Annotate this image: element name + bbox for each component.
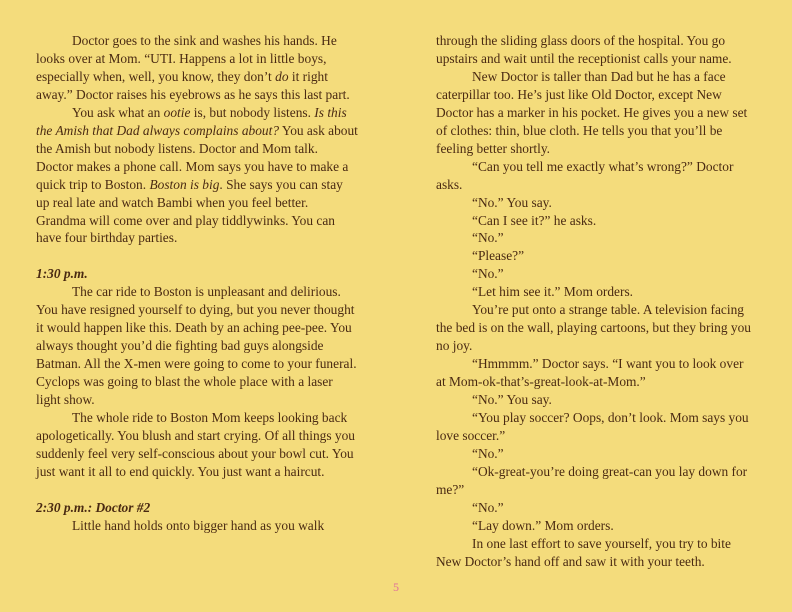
- paragraph: [436, 445, 756, 463]
- paragraph: [436, 535, 756, 571]
- text-run: “Can you tell me exactly what’s wrong?” Doctor asks.: [436, 158, 734, 192]
- section-spacer: [36, 481, 358, 499]
- paragraph: [436, 301, 756, 355]
- text-run: “Can I see it?” he asks.: [472, 212, 597, 228]
- text-run: In one last effort to save yourself, you try to bite New Doctor’s hand off and saw it with your teeth.: [436, 535, 731, 569]
- text-run: You ask about the Amish but nobody listens. Doctor and Mom talk. Doctor makes a phone call. Mom says you have to make a quick trip to Boston.: [36, 122, 358, 192]
- left-column: [36, 32, 358, 535]
- paragraph: [436, 194, 756, 212]
- section-heading: 1:30 p.m.: [36, 266, 88, 282]
- paragraph: [436, 32, 756, 68]
- paragraph: [436, 229, 756, 247]
- text-run: “You play soccer? Oops, don’t look. Mom says you love soccer.”: [436, 410, 749, 443]
- paragraph: [436, 265, 756, 283]
- paragraph: [436, 463, 756, 499]
- text-run: it right away.” Doctor raises his eyebrows as he says this last part.: [36, 68, 350, 102]
- section-heading: 2:30 p.m.: Doctor #2: [36, 499, 151, 515]
- italic-text: ootie: [163, 104, 191, 120]
- text-run: You’re put onto a strange table. A television facing the bed is on the wall, playing cartoons, but they bring you no joy.: [436, 302, 751, 354]
- paragraph: [36, 409, 358, 481]
- paragraph: [436, 68, 756, 158]
- text-run: Little hand holds onto bigger hand as you walk: [72, 517, 325, 533]
- text-run: “Please?”: [472, 248, 525, 264]
- text-run: New Doctor is taller than Dad but he has a face caterpillar too. He’s just like Old Doctor, except New Doctor has a marker in his pocket. He gives you a new set of clothes: thin, blue cloth. He tells you that you’ll be feeling better shortly.: [436, 68, 748, 156]
- paragraph: [36, 283, 358, 409]
- paragraph: [36, 32, 358, 104]
- text-run: is, but nobody listens.: [190, 104, 315, 120]
- paragraph: [36, 104, 358, 248]
- text-run: “Let him see it.” Mom orders.: [472, 284, 634, 300]
- paragraph: [436, 283, 756, 301]
- paragraph: [436, 158, 756, 194]
- text-run: The car ride to Boston is unpleasant and delirious. You have resigned yourself to dying, but you never thought it would happen like this. Death by an aching pee-pee. You always thought you’d die fighting bad guys alongside Batman. All the X-men were going to come to your funeral. Cyclops was going to blast the whole place with a laser light show.: [36, 284, 357, 408]
- paragraph: [36, 517, 358, 535]
- text-run: “No.” You say.: [472, 392, 552, 408]
- text-run: “No.”: [472, 230, 504, 246]
- text-run: “No.”: [472, 499, 504, 515]
- text-run: “Hmmmm.” Doctor says. “I want you to look over at Mom-ok-that’s-great-look-at-Mom.”: [436, 356, 744, 390]
- italic-text: do: [275, 68, 289, 84]
- right-column: [436, 32, 756, 571]
- paragraph: [436, 409, 756, 445]
- paragraph: [436, 499, 756, 517]
- text-run: “Lay down.” Mom orders.: [472, 517, 614, 533]
- paragraph: [436, 212, 756, 230]
- paragraph: [436, 247, 756, 265]
- paragraph: [436, 355, 756, 391]
- paragraph: [436, 517, 756, 535]
- text-run: “Ok-great-you’re doing great-can you lay down for me?”: [436, 463, 748, 497]
- page-number: 5: [393, 580, 399, 594]
- paragraph: [436, 391, 756, 409]
- text-run: “No.”: [472, 445, 504, 461]
- section-spacer: [36, 247, 358, 265]
- text-run: You ask what an: [72, 104, 164, 120]
- text-run: through the sliding glass doors of the hospital. You go upstairs and wait until the receptionist calls your name.: [436, 33, 732, 66]
- italic-text: Boston is big: [149, 176, 220, 192]
- text-run: “No.”: [472, 266, 504, 282]
- text-run: . She says you can stay up real late and watch Bambi when you feel better. Grandma will come over and play tiddlywinks. You can have four birthday parties.: [36, 176, 343, 246]
- text-run: “No.” You say.: [472, 194, 552, 210]
- text-run: The whole ride to Boston Mom keeps looking back apologetically. You blush and start crying. Of all things you suddenly feel very self-conscious about your bowl cut. You just want it all to end quickly. You just want a haircut.: [36, 410, 355, 479]
- italic-text: Is this the Amish that Dad always complains about?: [36, 104, 347, 138]
- text-run: Doctor goes to the sink and washes his hands. He looks over at Mom. “UTI. Happens a lot in little boys, especially when, well, you know, they don’t: [36, 33, 337, 84]
